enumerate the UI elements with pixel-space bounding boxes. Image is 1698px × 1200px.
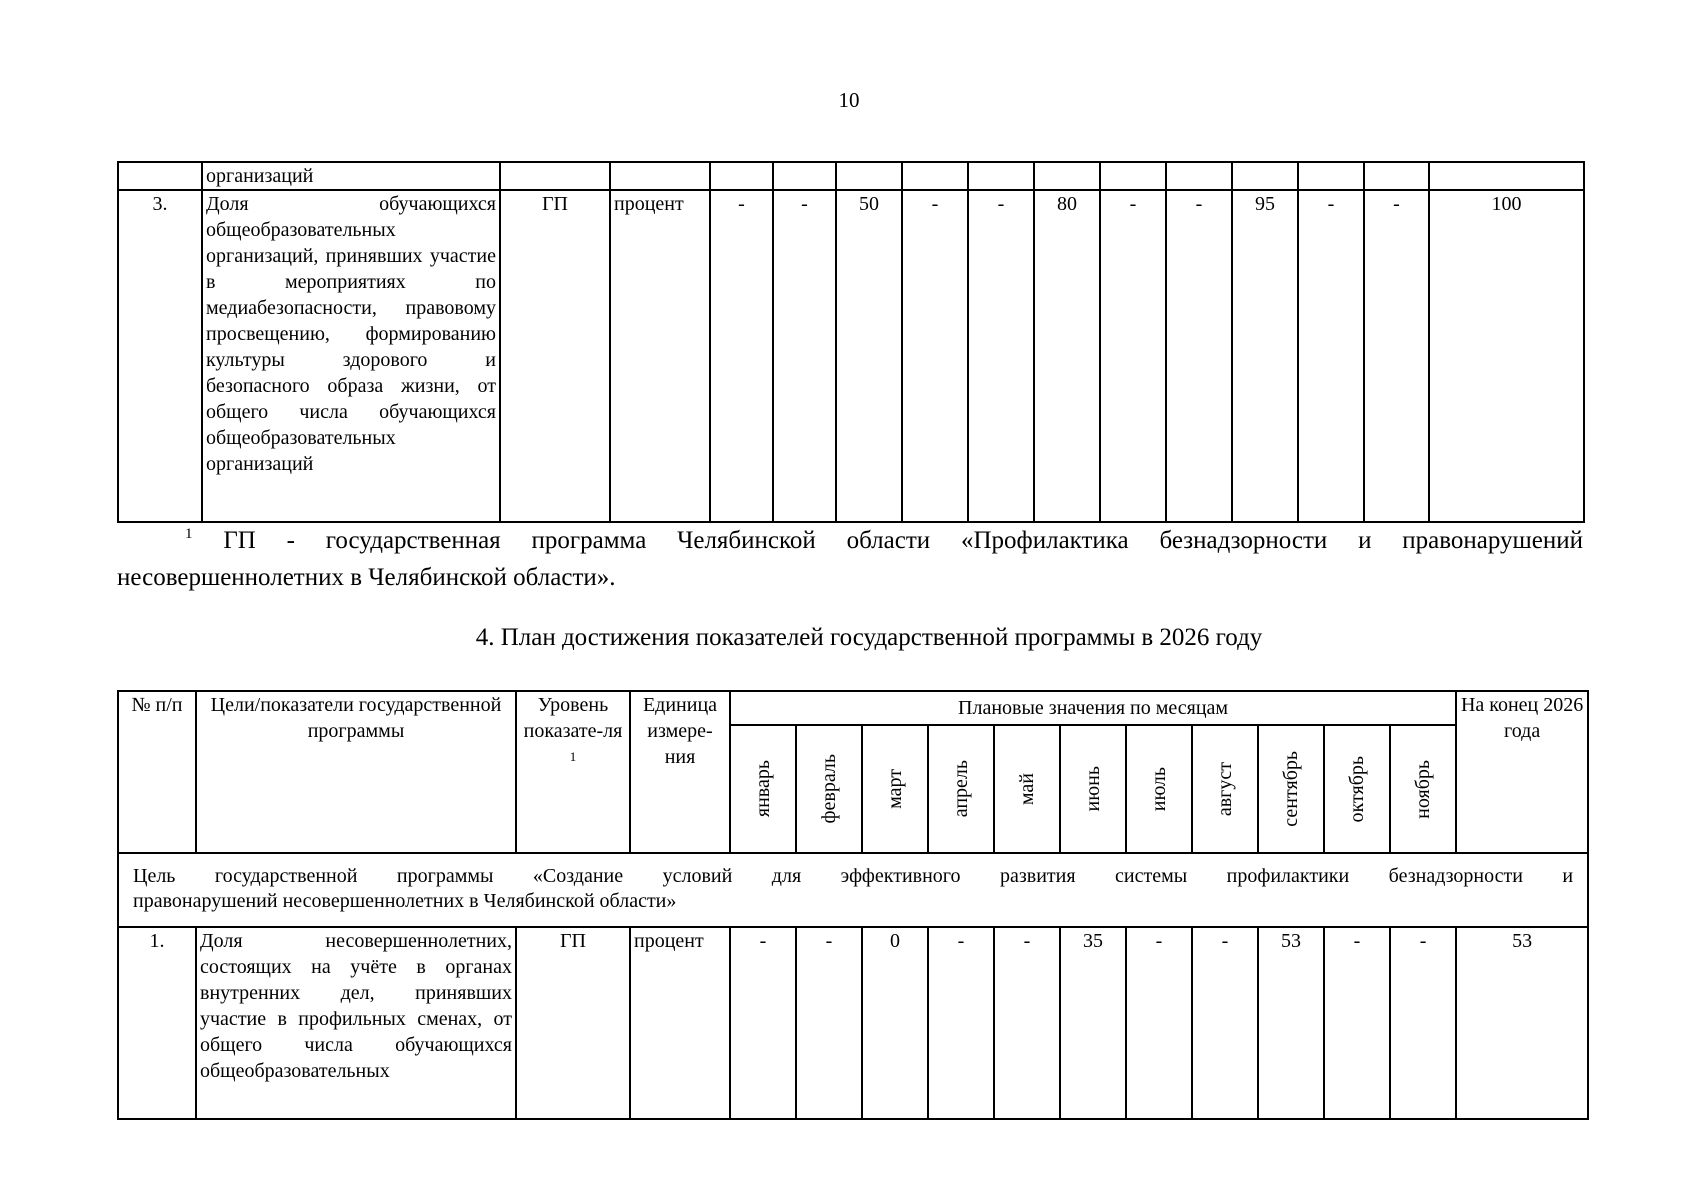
month-header: август (1192, 725, 1258, 853)
month-value: 80 (1034, 190, 1100, 522)
month-value: 50 (836, 190, 902, 522)
page-number: 10 (838, 88, 860, 112)
header-unit: Единица измере-ния (630, 691, 730, 853)
month-value: - (1192, 927, 1258, 1119)
month-value: - (796, 927, 862, 1119)
month-value: - (1126, 927, 1192, 1119)
month-value: - (1364, 190, 1429, 522)
table-row (118, 162, 1584, 190)
indicator-unit: процент (630, 927, 730, 1119)
month-header: октябрь (1324, 725, 1390, 853)
month-header: май (994, 725, 1060, 853)
month-value: - (1100, 190, 1166, 522)
indicator-level: ГП (516, 927, 630, 1119)
month-header: январь (730, 725, 796, 853)
month-header: июль (1126, 725, 1192, 853)
table-row (118, 927, 1588, 1119)
month-header: июнь (1060, 725, 1126, 853)
month-value: - (968, 190, 1034, 522)
plan-table (117, 690, 1589, 1120)
section-title: 4. План достижения показателей государственной программы в 2026 году (475, 624, 1263, 651)
table-row (118, 190, 1584, 522)
month-value: - (710, 190, 773, 522)
header-num: № п/п (118, 691, 196, 853)
continuation-text: организаций (202, 162, 500, 190)
header-level-mark: 1 (569, 749, 577, 764)
month-header: апрель (928, 725, 994, 853)
month-value: 0 (862, 927, 928, 1119)
month-value: - (994, 927, 1060, 1119)
year-end-value: 53 (1456, 927, 1588, 1119)
footnote-line-1: ГП - государственная программа Челябинской области «Профилактика безнадзорности и правонарушений (223, 527, 1584, 554)
footnote (117, 524, 1583, 594)
row-number: 3. (118, 190, 202, 522)
month-header: март (862, 725, 928, 853)
indicator-name: Доля несовершеннолетних, состоящих на учёте в органах внутренних дел, принявших участие в профильных сменах, от общего числа обучающихся общеобразовательных (196, 927, 516, 1119)
indicator-level: ГП (500, 190, 610, 522)
month-value: - (902, 190, 968, 522)
month-value: - (1324, 927, 1390, 1119)
month-header: февраль (796, 725, 862, 853)
month-header: ноябрь (1390, 725, 1456, 853)
month-value: 53 (1258, 927, 1324, 1119)
month-value: - (1166, 190, 1232, 522)
month-value: - (730, 927, 796, 1119)
indicator-unit: процент (610, 190, 710, 522)
header-planned: Плановые значения по месяцам (730, 691, 1456, 725)
header-indicator: Цели/показатели государственной программы (196, 691, 516, 853)
footnote-mark: 1 (185, 526, 193, 542)
month-value: 95 (1232, 190, 1298, 522)
goal-text: Цель государственной программы «Создание условий для эффективного развития системы профилактики безнадзорности и правонарушений несовершеннолетних в Челябинской области» (118, 853, 1588, 927)
header-level: Уровень показате-ля $^1$ (516, 691, 630, 853)
indicator-name: Доля обучающихся общеобразовательных организаций, принявших участие в мероприятиях по медиабезопасности, правовому просвещению, формированию культуры здорового и безопасного образа жизни, от общего числа обучающихся общеобразовательных организаций (202, 190, 500, 522)
month-value: - (1390, 927, 1456, 1119)
header-row (118, 691, 1588, 725)
month-value: 35 (1060, 927, 1126, 1119)
row-number: 1. (118, 927, 196, 1119)
month-header: сентябрь (1258, 725, 1324, 853)
year-end-value: 100 (1429, 190, 1584, 522)
footnote-line-2: несовершеннолетних в Челябинской области». (117, 564, 616, 591)
month-value: - (1298, 190, 1364, 522)
goal-row (118, 853, 1588, 927)
header-year-end: На конец 2026 года (1456, 691, 1588, 853)
month-value: - (773, 190, 836, 522)
indicators-table-continued (117, 161, 1585, 523)
month-value: - (928, 927, 994, 1119)
